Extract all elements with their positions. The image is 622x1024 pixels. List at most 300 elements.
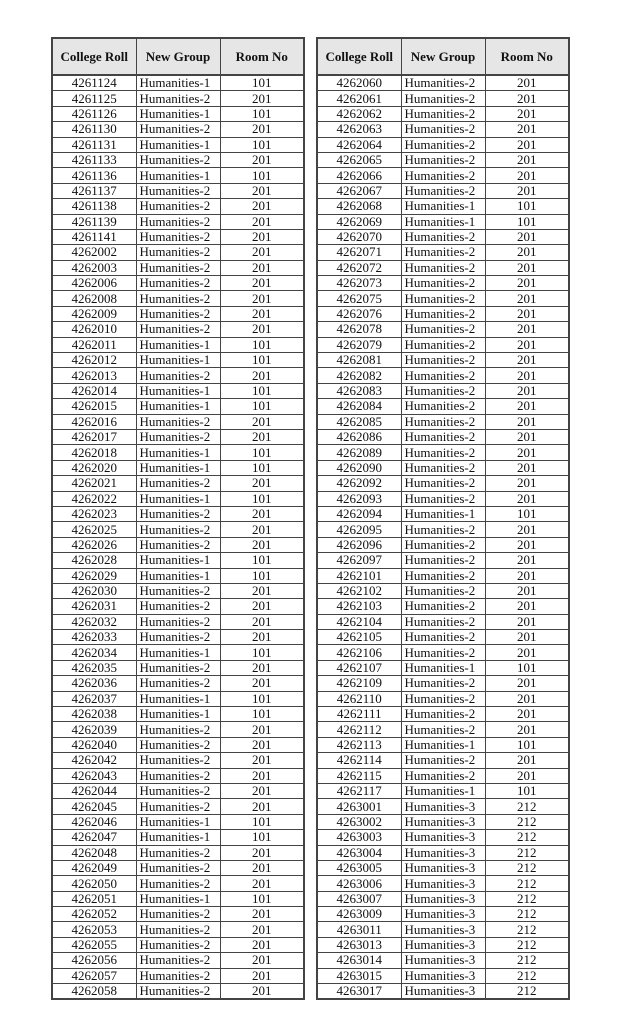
new-group-cell: Humanities-1 — [136, 553, 220, 568]
table-row — [52, 260, 304, 275]
table-row — [317, 414, 569, 429]
room-no-cell: 201 — [485, 245, 569, 260]
new-group-cell: Humanities-2 — [401, 91, 485, 106]
college-roll-cell: 4262066 — [317, 168, 401, 183]
new-group-cell: Humanities-2 — [401, 399, 485, 414]
college-roll-cell: 4263017 — [317, 984, 401, 1000]
new-group-cell: Humanities-1 — [136, 168, 220, 183]
room-no-cell: 201 — [485, 91, 569, 106]
room-no-cell: 201 — [485, 537, 569, 552]
college-roll-cell: 4262117 — [317, 783, 401, 798]
college-roll-cell: 4262016 — [52, 414, 136, 429]
new-group-cell: Humanities-2 — [401, 106, 485, 121]
new-group-cell: Humanities-2 — [136, 799, 220, 814]
college-roll-cell: 4262006 — [52, 276, 136, 291]
college-roll-cell: 4262047 — [52, 830, 136, 845]
new-group-cell: Humanities-2 — [136, 614, 220, 629]
table-row — [317, 353, 569, 368]
table-row — [52, 799, 304, 814]
table-row — [52, 722, 304, 737]
college-roll-cell: 4262021 — [52, 476, 136, 491]
room-no-cell: 201 — [485, 476, 569, 491]
new-group-cell: Humanities-2 — [401, 168, 485, 183]
college-roll-cell: 4262085 — [317, 414, 401, 429]
college-roll-cell: 4262046 — [52, 814, 136, 829]
new-group-cell: Humanities-2 — [136, 229, 220, 244]
room-no-cell: 212 — [485, 845, 569, 860]
college-roll-cell: 4261138 — [52, 199, 136, 214]
table-row — [317, 476, 569, 491]
new-group-cell: Humanities-3 — [401, 891, 485, 906]
room-no-cell: 201 — [220, 260, 304, 275]
new-group-cell: Humanities-1 — [401, 660, 485, 675]
room-no-cell: 201 — [220, 276, 304, 291]
room-no-cell: 201 — [485, 75, 569, 91]
college-roll-cell: 4262022 — [52, 491, 136, 506]
college-roll-cell: 4262015 — [52, 399, 136, 414]
new-group-cell: Humanities-1 — [136, 491, 220, 506]
room-no-cell: 101 — [220, 137, 304, 152]
new-group-cell: Humanities-2 — [401, 476, 485, 491]
new-group-cell: Humanities-1 — [136, 106, 220, 121]
table-row — [317, 152, 569, 167]
college-roll-cell: 4262045 — [52, 799, 136, 814]
new-group-cell: Humanities-2 — [401, 276, 485, 291]
college-roll-cell: 4262095 — [317, 522, 401, 537]
room-no-cell: 201 — [485, 599, 569, 614]
room-no-cell: 201 — [485, 368, 569, 383]
room-no-cell: 212 — [485, 953, 569, 968]
new-group-cell: Humanities-2 — [136, 845, 220, 860]
new-group-cell: Humanities-2 — [401, 614, 485, 629]
table-row — [52, 106, 304, 121]
table-body — [52, 75, 304, 999]
college-roll-cell: 4263003 — [317, 830, 401, 845]
college-roll-cell: 4262020 — [52, 460, 136, 475]
table-row — [52, 630, 304, 645]
table-row — [317, 691, 569, 706]
table-row — [317, 291, 569, 306]
table-row — [52, 353, 304, 368]
room-no-cell: 201 — [485, 614, 569, 629]
room-no-cell: 201 — [485, 445, 569, 460]
college-roll-cell: 4262008 — [52, 291, 136, 306]
new-group-cell: Humanities-1 — [401, 506, 485, 521]
college-roll-cell: 4262090 — [317, 460, 401, 475]
table-row — [52, 922, 304, 937]
new-group-cell: Humanities-2 — [136, 276, 220, 291]
room-no-cell: 101 — [220, 568, 304, 583]
new-group-cell: Humanities-2 — [401, 753, 485, 768]
room-no-cell: 201 — [485, 583, 569, 598]
room-no-cell: 201 — [220, 599, 304, 614]
table-row — [52, 737, 304, 752]
college-roll-cell: 4262102 — [317, 583, 401, 598]
room-no-cell: 101 — [220, 383, 304, 398]
new-group-cell: Humanities-2 — [401, 460, 485, 475]
new-group-cell: Humanities-3 — [401, 876, 485, 891]
header-row — [317, 38, 569, 75]
table-row — [52, 907, 304, 922]
room-no-cell: 201 — [485, 768, 569, 783]
room-no-cell: 101 — [485, 199, 569, 214]
table-row — [317, 753, 569, 768]
college-roll-cell: 4262012 — [52, 353, 136, 368]
new-group-cell: Humanities-2 — [401, 306, 485, 321]
college-roll-cell: 4263007 — [317, 891, 401, 906]
room-no-cell: 201 — [220, 876, 304, 891]
college-roll-cell: 4262003 — [52, 260, 136, 275]
room-no-cell: 201 — [220, 937, 304, 952]
college-roll-cell: 4262109 — [317, 676, 401, 691]
table-row — [317, 183, 569, 198]
room-no-cell: 201 — [485, 260, 569, 275]
college-roll-cell: 4263014 — [317, 953, 401, 968]
college-roll-cell: 4262070 — [317, 229, 401, 244]
new-group-cell: Humanities-1 — [136, 645, 220, 660]
room-no-cell: 201 — [220, 291, 304, 306]
room-no-cell: 201 — [220, 860, 304, 875]
table-row — [317, 599, 569, 614]
new-group-cell: Humanities-1 — [136, 337, 220, 352]
table-row — [317, 614, 569, 629]
new-group-cell: Humanities-2 — [136, 522, 220, 537]
new-group-cell: Humanities-2 — [136, 214, 220, 229]
room-no-cell: 212 — [485, 814, 569, 829]
college-roll-cell: 4262110 — [317, 691, 401, 706]
new-group-cell: Humanities-2 — [136, 414, 220, 429]
college-roll-cell: 4262076 — [317, 306, 401, 321]
college-roll-cell: 4262038 — [52, 707, 136, 722]
room-no-cell: 201 — [485, 322, 569, 337]
table-row — [52, 506, 304, 521]
room-no-cell: 201 — [485, 383, 569, 398]
table-row — [317, 676, 569, 691]
room-no-cell: 201 — [485, 645, 569, 660]
table-row — [52, 491, 304, 506]
table-row — [52, 707, 304, 722]
table-row — [317, 722, 569, 737]
new-group-cell: Humanities-3 — [401, 984, 485, 1000]
new-group-cell: Humanities-1 — [136, 383, 220, 398]
room-no-header: Room No — [220, 38, 304, 75]
college-roll-cell: 4263005 — [317, 860, 401, 875]
new-group-cell: Humanities-1 — [136, 891, 220, 906]
room-no-cell: 201 — [220, 368, 304, 383]
new-group-cell: Humanities-2 — [401, 599, 485, 614]
room-no-cell: 101 — [485, 737, 569, 752]
college-roll-cell: 4263006 — [317, 876, 401, 891]
table-row — [317, 137, 569, 152]
college-roll-cell: 4261131 — [52, 137, 136, 152]
table-row — [317, 768, 569, 783]
new-group-cell: Humanities-2 — [136, 783, 220, 798]
college-roll-cell: 4262044 — [52, 783, 136, 798]
table-row — [52, 276, 304, 291]
table-row — [52, 568, 304, 583]
allocation-table-left — [51, 37, 305, 1000]
college-roll-cell: 4262063 — [317, 122, 401, 137]
new-group-cell: Humanities-3 — [401, 922, 485, 937]
college-roll-cell: 4262104 — [317, 614, 401, 629]
new-group-cell: Humanities-1 — [401, 783, 485, 798]
new-group-cell: Humanities-1 — [401, 214, 485, 229]
table-row — [52, 476, 304, 491]
room-no-cell: 101 — [220, 814, 304, 829]
new-group-cell: Humanities-2 — [136, 953, 220, 968]
table-row — [52, 860, 304, 875]
table-row — [317, 383, 569, 398]
college-roll-cell: 4261130 — [52, 122, 136, 137]
new-group-cell: Humanities-2 — [401, 383, 485, 398]
new-group-cell: Humanities-2 — [401, 537, 485, 552]
college-roll-cell: 4261141 — [52, 229, 136, 244]
new-group-cell: Humanities-1 — [401, 737, 485, 752]
new-group-cell: Humanities-2 — [136, 860, 220, 875]
college-roll-cell: 4262040 — [52, 737, 136, 752]
new-group-cell: Humanities-1 — [136, 830, 220, 845]
room-no-cell: 101 — [220, 553, 304, 568]
table-row — [317, 75, 569, 91]
new-group-cell: Humanities-2 — [136, 306, 220, 321]
table-row — [52, 845, 304, 860]
allocation-table-right — [316, 37, 570, 1000]
new-group-cell: Humanities-2 — [136, 676, 220, 691]
new-group-cell: Humanities-2 — [401, 229, 485, 244]
room-no-cell: 201 — [220, 199, 304, 214]
room-no-cell: 101 — [220, 691, 304, 706]
college-roll-cell: 4262062 — [317, 106, 401, 121]
table-row — [52, 306, 304, 321]
table-row — [317, 968, 569, 983]
room-no-cell: 201 — [485, 276, 569, 291]
room-no-cell: 101 — [220, 353, 304, 368]
college-roll-cell: 4262052 — [52, 907, 136, 922]
room-no-cell: 101 — [485, 214, 569, 229]
new-group-cell: Humanities-2 — [136, 199, 220, 214]
table-row — [52, 245, 304, 260]
college-roll-cell: 4262031 — [52, 599, 136, 614]
new-group-cell: Humanities-2 — [401, 322, 485, 337]
new-group-cell: Humanities-2 — [401, 291, 485, 306]
college-roll-cell: 4262025 — [52, 522, 136, 537]
table-row — [317, 783, 569, 798]
new-group-cell: Humanities-2 — [401, 245, 485, 260]
room-no-cell: 201 — [220, 506, 304, 521]
new-group-cell: Humanities-2 — [136, 537, 220, 552]
table-row — [317, 814, 569, 829]
new-group-cell: Humanities-2 — [401, 122, 485, 137]
new-group-cell: Humanities-2 — [401, 353, 485, 368]
room-no-cell: 201 — [220, 583, 304, 598]
table-row — [317, 922, 569, 937]
room-no-cell: 201 — [220, 922, 304, 937]
new-group-cell: Humanities-2 — [401, 445, 485, 460]
new-group-cell: Humanities-1 — [136, 707, 220, 722]
table-row — [52, 75, 304, 91]
college-roll-cell: 4262058 — [52, 984, 136, 1000]
room-no-cell: 201 — [485, 568, 569, 583]
college-roll-cell: 4262071 — [317, 245, 401, 260]
table-row — [317, 106, 569, 121]
new-group-cell: Humanities-1 — [136, 75, 220, 91]
table-row — [52, 337, 304, 352]
college-roll-cell: 4262112 — [317, 722, 401, 737]
college-roll-cell: 4262073 — [317, 276, 401, 291]
college-roll-header: College Roll — [317, 38, 401, 75]
table-row — [52, 691, 304, 706]
table-row — [317, 122, 569, 137]
college-roll-cell: 4262069 — [317, 214, 401, 229]
college-roll-cell: 4262094 — [317, 506, 401, 521]
new-group-cell: Humanities-2 — [136, 429, 220, 444]
room-no-cell: 201 — [220, 968, 304, 983]
room-no-cell: 101 — [220, 168, 304, 183]
college-roll-cell: 4262009 — [52, 306, 136, 321]
room-no-cell: 212 — [485, 876, 569, 891]
table-row — [317, 876, 569, 891]
table-row — [52, 583, 304, 598]
college-roll-cell: 4261136 — [52, 168, 136, 183]
table-row — [317, 860, 569, 875]
new-group-cell: Humanities-2 — [136, 630, 220, 645]
college-roll-cell: 4263002 — [317, 814, 401, 829]
college-roll-header: College Roll — [52, 38, 136, 75]
table-row — [52, 891, 304, 906]
table-row — [52, 445, 304, 460]
table-row — [52, 91, 304, 106]
college-roll-cell: 4262037 — [52, 691, 136, 706]
table-row — [52, 229, 304, 244]
room-no-cell: 101 — [220, 645, 304, 660]
college-roll-cell: 4262115 — [317, 768, 401, 783]
table-row — [317, 245, 569, 260]
new-group-cell: Humanities-2 — [136, 506, 220, 521]
table-row — [317, 445, 569, 460]
room-no-cell: 101 — [220, 491, 304, 506]
table-row — [317, 799, 569, 814]
college-roll-cell: 4263009 — [317, 907, 401, 922]
college-roll-cell: 4262065 — [317, 152, 401, 167]
college-roll-cell: 4262078 — [317, 322, 401, 337]
table-row — [317, 984, 569, 1000]
table-row — [317, 460, 569, 475]
college-roll-cell: 4262014 — [52, 383, 136, 398]
new-group-cell: Humanities-1 — [136, 399, 220, 414]
room-no-cell: 201 — [485, 183, 569, 198]
table-row — [317, 660, 569, 675]
room-no-cell: 201 — [485, 168, 569, 183]
table-row — [317, 306, 569, 321]
new-group-cell: Humanities-1 — [136, 460, 220, 475]
room-no-cell: 201 — [485, 691, 569, 706]
college-roll-cell: 4262049 — [52, 860, 136, 875]
table-row — [52, 522, 304, 537]
new-group-cell: Humanities-2 — [401, 676, 485, 691]
table-row — [52, 368, 304, 383]
room-no-cell: 201 — [485, 122, 569, 137]
new-group-cell: Humanities-3 — [401, 830, 485, 845]
room-no-cell: 201 — [220, 768, 304, 783]
room-no-cell: 101 — [220, 830, 304, 845]
college-roll-cell: 4263013 — [317, 937, 401, 952]
new-group-cell: Humanities-2 — [401, 645, 485, 660]
table-row — [317, 707, 569, 722]
room-no-cell: 212 — [485, 891, 569, 906]
new-group-cell: Humanities-2 — [401, 414, 485, 429]
college-roll-cell: 4262029 — [52, 568, 136, 583]
new-group-cell: Humanities-2 — [401, 722, 485, 737]
college-roll-cell: 4262039 — [52, 722, 136, 737]
college-roll-cell: 4262081 — [317, 353, 401, 368]
table-row — [317, 891, 569, 906]
new-group-cell: Humanities-2 — [136, 599, 220, 614]
table-row — [52, 152, 304, 167]
table-row — [317, 260, 569, 275]
table-row — [52, 783, 304, 798]
table-row — [52, 214, 304, 229]
room-no-cell: 201 — [220, 229, 304, 244]
college-roll-cell: 4262036 — [52, 676, 136, 691]
college-roll-cell: 4261124 — [52, 75, 136, 91]
table-row — [52, 460, 304, 475]
table-row — [317, 276, 569, 291]
table-row — [317, 845, 569, 860]
college-roll-cell: 4262026 — [52, 537, 136, 552]
room-no-cell: 201 — [220, 614, 304, 629]
college-roll-cell: 4262083 — [317, 383, 401, 398]
table-row — [52, 830, 304, 845]
table-row — [317, 429, 569, 444]
college-roll-cell: 4262017 — [52, 429, 136, 444]
room-no-cell: 201 — [485, 753, 569, 768]
college-roll-cell: 4262057 — [52, 968, 136, 983]
college-roll-cell: 4262093 — [317, 491, 401, 506]
room-no-cell: 201 — [485, 337, 569, 352]
new-group-cell: Humanities-2 — [401, 630, 485, 645]
college-roll-cell: 4262042 — [52, 753, 136, 768]
new-group-header: New Group — [136, 38, 220, 75]
college-roll-cell: 4262072 — [317, 260, 401, 275]
table-row — [52, 599, 304, 614]
room-no-cell: 201 — [220, 183, 304, 198]
table-row — [317, 368, 569, 383]
college-roll-cell: 4262002 — [52, 245, 136, 260]
college-roll-cell: 4262075 — [317, 291, 401, 306]
college-roll-cell: 4262011 — [52, 337, 136, 352]
room-no-cell: 201 — [485, 353, 569, 368]
header-row — [52, 38, 304, 75]
new-group-cell: Humanities-2 — [401, 337, 485, 352]
new-group-cell: Humanities-2 — [136, 245, 220, 260]
room-no-cell: 201 — [485, 630, 569, 645]
college-roll-cell: 4262053 — [52, 922, 136, 937]
table-row — [52, 553, 304, 568]
table-row — [317, 568, 569, 583]
room-no-cell: 201 — [220, 660, 304, 675]
college-roll-cell: 4263004 — [317, 845, 401, 860]
room-no-cell: 201 — [220, 753, 304, 768]
table-row — [52, 383, 304, 398]
room-no-cell: 201 — [485, 106, 569, 121]
table-row — [317, 214, 569, 229]
room-no-cell: 212 — [485, 907, 569, 922]
table-row — [52, 660, 304, 675]
college-roll-cell: 4262068 — [317, 199, 401, 214]
room-no-cell: 201 — [220, 737, 304, 752]
room-no-cell: 201 — [220, 783, 304, 798]
new-group-cell: Humanities-2 — [136, 984, 220, 1000]
